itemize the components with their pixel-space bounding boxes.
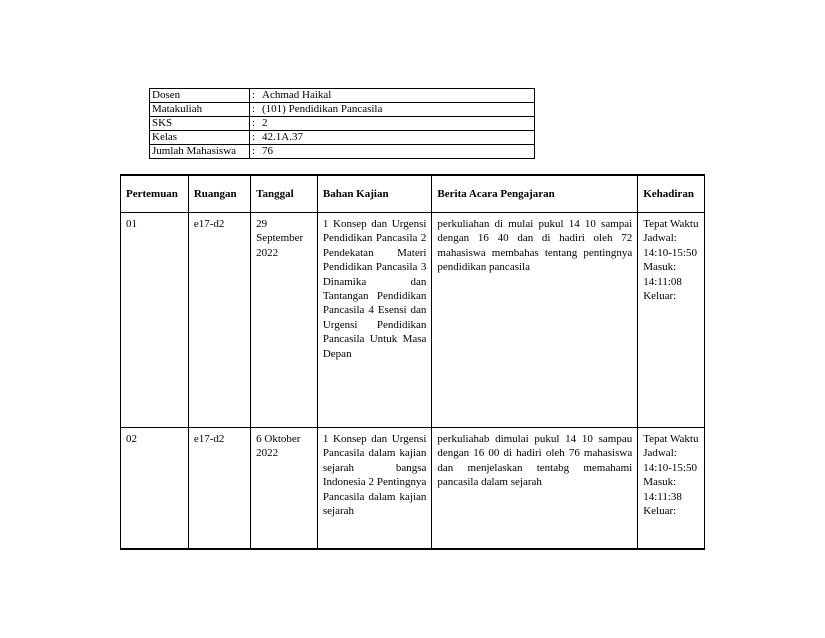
info-row-dosen bbox=[150, 89, 535, 103]
cell-tanggal: 6 Oktober 2022 bbox=[251, 428, 318, 550]
cell-bahan-kajian: 1 Konsep dan Urgensi Pancasila dalam kajian sejarah bangsa Indonesia 2 Pentingnya Pancasila dalam kajian sejarah bbox=[317, 428, 432, 550]
header-kehadiran: Kehadiran bbox=[638, 175, 705, 213]
table-header-row bbox=[121, 175, 705, 213]
table-row bbox=[121, 428, 705, 550]
info-sep: : bbox=[250, 117, 261, 131]
cell-kehadiran: Tepat Waktu Jadwal: 14:10-15:50 Masuk: 14:11:38 Keluar: bbox=[638, 428, 705, 550]
info-sep: : bbox=[250, 131, 261, 145]
cell-pertemuan: 01 bbox=[121, 213, 189, 428]
cell-berita-acara: perkuliahan di mulai pukul 14 10 sampai dengan 16 40 dan di hadiri oleh 72 mahasiswa membahas tentang pentingnya pendidikan pancasila bbox=[432, 213, 638, 428]
info-row-kelas bbox=[150, 131, 535, 145]
cell-tanggal: 29 September 2022 bbox=[251, 213, 318, 428]
info-label: Matakuliah bbox=[150, 103, 250, 117]
info-sep: : bbox=[250, 103, 261, 117]
info-row-sks bbox=[150, 117, 535, 131]
cell-ruangan: e17-d2 bbox=[188, 428, 250, 550]
info-value: 42.1A.37 bbox=[260, 131, 535, 145]
header-bahan-kajian: Bahan Kajian bbox=[317, 175, 432, 213]
attendance-table bbox=[120, 174, 705, 550]
course-info-table bbox=[149, 88, 535, 159]
info-row-jumlah-mahasiswa bbox=[150, 145, 535, 159]
info-value: 76 bbox=[260, 145, 535, 159]
header-pertemuan: Pertemuan bbox=[121, 175, 189, 213]
cell-bahan-kajian: 1 Konsep dan Urgensi Pendidikan Pancasila 2 Pendekatan Materi Pendidikan Pancasila 3 Dinamika dan Tantangan Pendidikan Pancasila 4 Esensi dan Urgensi Pendidikan Pancasila Untuk Masa Depan bbox=[317, 213, 432, 428]
info-label: Dosen bbox=[150, 89, 250, 103]
header-berita-acara: Berita Acara Pengajaran bbox=[432, 175, 638, 213]
info-value: 2 bbox=[260, 117, 535, 131]
info-label: SKS bbox=[150, 117, 250, 131]
table-row bbox=[121, 213, 705, 428]
info-label: Jumlah Mahasiswa bbox=[150, 145, 250, 159]
info-sep: : bbox=[250, 89, 261, 103]
cell-berita-acara: perkuliahab dimulai pukul 14 10 sampau dengan 16 00 di hadiri oleh 76 mahasiswa dan menjelaskan tentabg memahami pancasila dalam sejarah bbox=[432, 428, 638, 550]
info-row-matakuliah bbox=[150, 103, 535, 117]
cell-kehadiran: Tepat Waktu Jadwal: 14:10-15:50 Masuk: 14:11:08 Keluar: bbox=[638, 213, 705, 428]
info-value: Achmad Haikal bbox=[260, 89, 535, 103]
info-value: (101) Pendidikan Pancasila bbox=[260, 103, 535, 117]
cell-pertemuan: 02 bbox=[121, 428, 189, 550]
info-label: Kelas bbox=[150, 131, 250, 145]
cell-ruangan: e17-d2 bbox=[188, 213, 250, 428]
header-tanggal: Tanggal bbox=[251, 175, 318, 213]
info-sep: : bbox=[250, 145, 261, 159]
header-ruangan: Ruangan bbox=[188, 175, 250, 213]
